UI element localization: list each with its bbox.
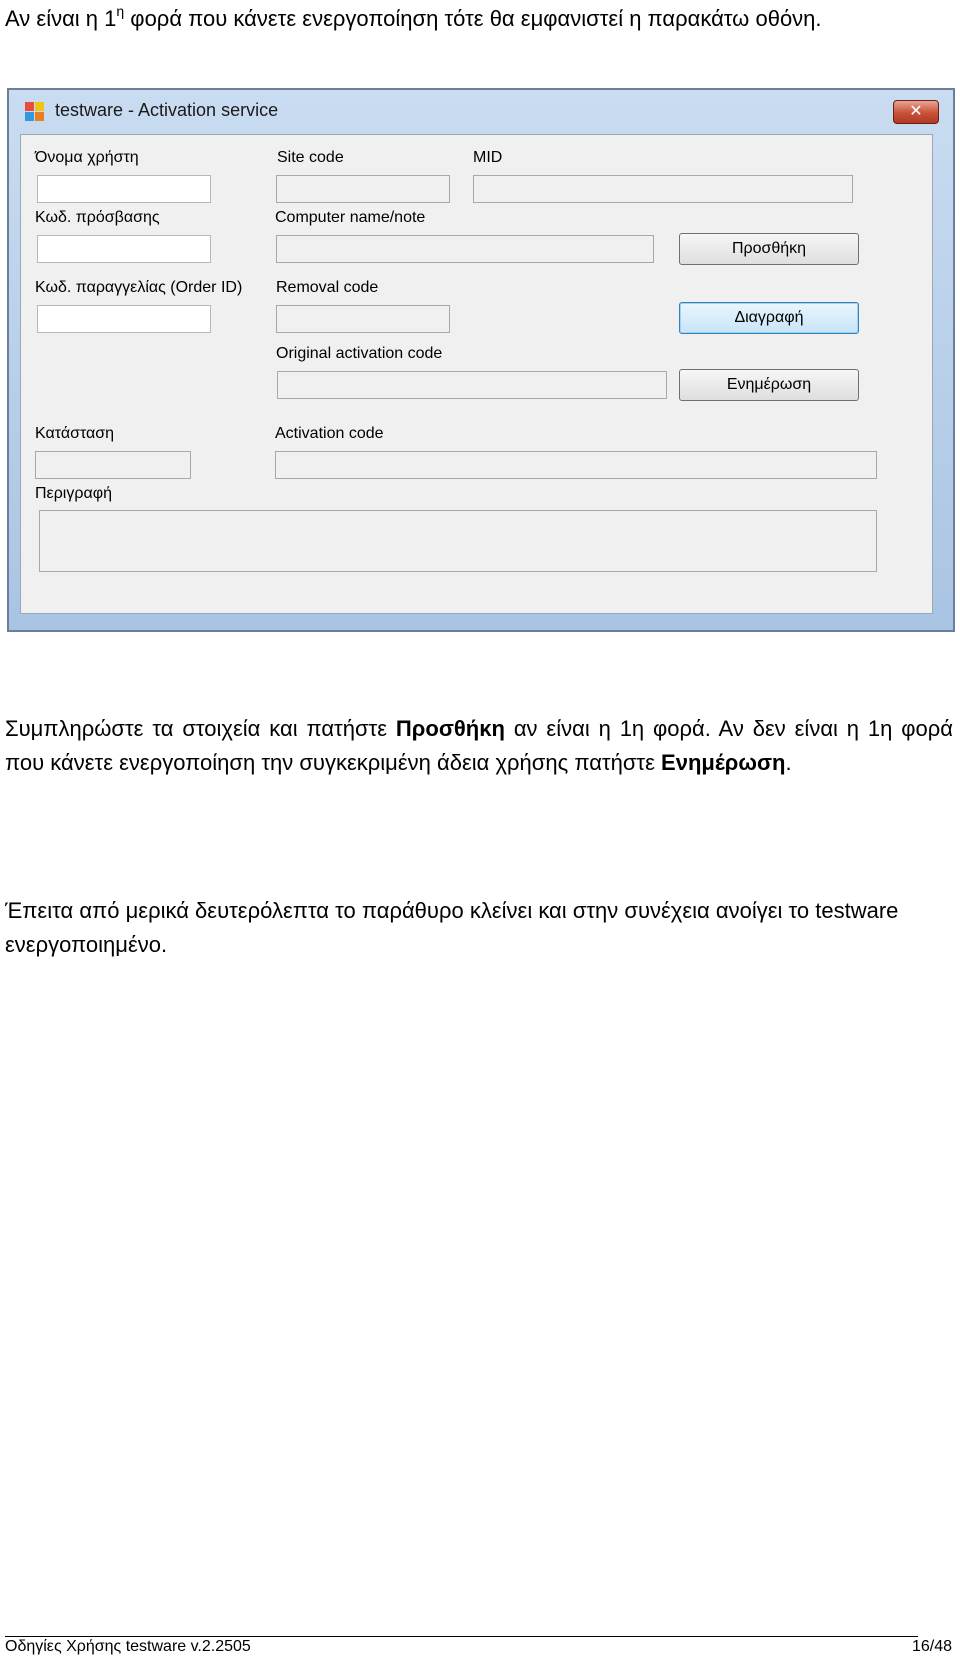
status-label: Κατάσταση xyxy=(35,425,115,442)
computer-name-field[interactable] xyxy=(276,235,654,263)
intro-text-2: φορά που κάνετε ενεργοποίηση τότε θα εμφανιστεί η παρακάτω οθόνη. xyxy=(124,6,822,31)
footer-page-number: 16/48 xyxy=(911,1638,952,1655)
instructions-text-1: Συμπληρώστε τα στοιχεία και πατήστε xyxy=(5,716,396,741)
mid-label: MID xyxy=(473,149,503,166)
intro-text-1: Αν είναι η 1 xyxy=(5,6,117,31)
close-icon: ✕ xyxy=(909,103,923,120)
footer-document-title: Οδηγίες Χρήσης testware v.2.2505 xyxy=(5,1638,251,1655)
intro-superscript: η xyxy=(116,3,125,19)
window-title: testware - Activation service xyxy=(55,100,279,120)
username-label: Όνομα χρήστη xyxy=(35,149,139,166)
activation-service-window xyxy=(7,88,955,632)
password-label: Κωδ. πρόσβασης xyxy=(35,209,160,226)
closing-paragraph: Έπειτα από μερικά δευτερόλεπτα το παράθυρο κλείνει και στην συνέχεια ανοίγει το testware ενεργοποιημένο. xyxy=(5,898,899,957)
removal-code-label: Removal code xyxy=(276,279,379,296)
removal-code-field[interactable] xyxy=(276,305,450,333)
intro-paragraph xyxy=(5,2,953,36)
add-button[interactable]: Προσθήκη xyxy=(679,233,859,265)
mid-field[interactable] xyxy=(473,175,853,203)
computer-name-label: Computer name/note xyxy=(275,209,426,226)
window-titlebar[interactable] xyxy=(9,90,953,134)
username-field[interactable] xyxy=(37,175,211,203)
instructions-bold-update: Ενημέρωση xyxy=(661,750,786,775)
window-client-area xyxy=(20,134,933,614)
status-field[interactable] xyxy=(35,451,191,479)
update-button[interactable]: Ενημέρωση xyxy=(679,369,859,401)
instructions-paragraph xyxy=(5,712,953,780)
description-label: Περιγραφή xyxy=(35,485,112,502)
order-id-label: Κωδ. παραγγελίας (Order ID) xyxy=(35,279,243,296)
site-code-label: Site code xyxy=(277,149,344,166)
instructions-text-3: . xyxy=(785,750,792,775)
delete-button[interactable]: Διαγραφή xyxy=(679,302,859,334)
instructions-bold-add: Προσθήκη xyxy=(395,716,505,741)
activation-code-field[interactable] xyxy=(275,451,877,479)
site-code-field[interactable] xyxy=(276,175,450,203)
original-activation-code-field[interactable] xyxy=(277,371,667,399)
app-icon xyxy=(25,102,45,122)
activation-code-label: Activation code xyxy=(275,425,384,442)
instructions-text-2: αν είναι η 1η φορά. Αν δεν είναι η 1η φορά που κάνετε ενεργοποίηση την συγκεκριμένη άδεια χρήσης πατήστε xyxy=(5,716,953,775)
order-id-field[interactable] xyxy=(37,305,211,333)
original-activation-code-label: Original activation code xyxy=(276,345,443,362)
close-button[interactable] xyxy=(893,100,939,124)
password-field[interactable] xyxy=(37,235,211,263)
footer-divider xyxy=(5,1636,918,1637)
description-field[interactable] xyxy=(39,510,877,572)
